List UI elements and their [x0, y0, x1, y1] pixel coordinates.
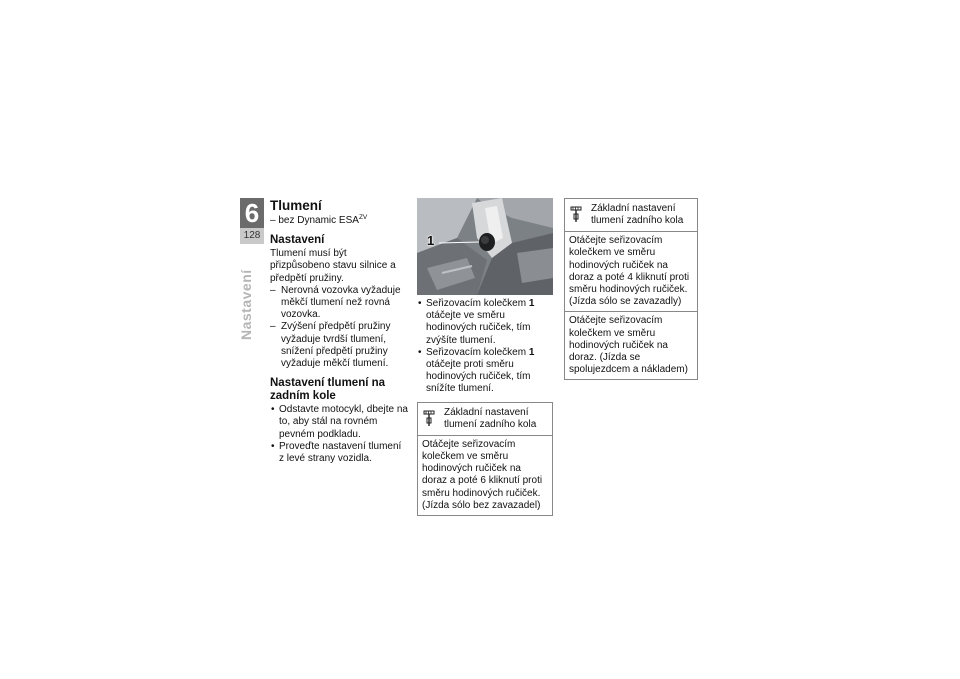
adjust-tool-icon	[569, 203, 587, 228]
step-text: Seřizovacím kolečkem	[426, 298, 529, 309]
subtitle-text: – bez Dynamic ESA	[270, 215, 359, 226]
info-box-body: Otáčejte seřizovacím kolečkem ve směru hodinových ručiček na doraz a poté 4 kliknutí proti směru hodinových ručiček. (Jízda sólo se zavazadly)	[565, 231, 697, 311]
bullet-item: • Odstavte motocykl, dbejte na to, aby stál na rovném pevném podkladu.	[270, 404, 408, 441]
chapter-side-label: Nastavení	[238, 269, 254, 340]
settings-dash-list	[270, 285, 408, 370]
info-box-body: Otáčejte seřizovacím kolečkem ve směru hodinových ručiček na doraz. (Jízda se spolujezdcem a nákladem)	[565, 311, 697, 379]
chapter-number: 6	[240, 198, 264, 228]
basic-setting-box	[564, 198, 698, 380]
photo-label-1: 1	[427, 233, 435, 248]
column-left	[270, 198, 408, 465]
step-text: otáčejte ve směru hodinových ručiček, tím zvýšíte tlumení.	[426, 310, 531, 346]
subtitle-superscript: ZV	[358, 214, 368, 221]
section-title: Tlumení	[270, 198, 322, 213]
settings-paragraph: Tlumení musí být přizpůsobeno stavu silnice a předpětí pružiny.	[270, 248, 396, 284]
bullet-item	[417, 347, 553, 396]
step-reference: 1	[528, 346, 535, 358]
heading-settings: Nastavení	[270, 234, 325, 247]
column-right	[564, 198, 698, 380]
column-middle	[417, 198, 553, 516]
adjuster-steps	[417, 298, 553, 396]
section-subtitle	[270, 215, 408, 227]
dash-item: – Zvýšení předpětí pružiny vyžaduje tvrdší tlumení, snížení předpětí pružiny vyžaduje měkčí tlumení.	[270, 321, 408, 370]
step-text: otáčejte proti směru hodinových ručiček, tím snížíte tlumení.	[426, 359, 531, 395]
heading-rear-damping: Nastavení tlumení na zadním kole	[270, 377, 386, 403]
rear-shock-photo	[417, 198, 553, 295]
info-box-header	[418, 403, 552, 435]
adjust-tool-icon	[422, 407, 440, 432]
basic-setting-box	[417, 402, 553, 516]
rear-damping-steps	[270, 404, 408, 465]
info-box-heading: Základní nastavení tlumení zadního kola	[444, 406, 537, 430]
page-number: 128	[240, 228, 264, 244]
bullet-item: • Proveďte nastavení tlumení z levé strany vozidla.	[270, 441, 408, 465]
step-reference: 1	[528, 298, 535, 309]
dash-item: – Nerovná vozovka vyžaduje měkčí tlumení než rovná vozovka.	[270, 285, 408, 322]
chapter-tab	[240, 198, 264, 244]
info-box-heading: Základní nastavení tlumení zadního kola	[591, 203, 684, 227]
info-box-header	[565, 199, 697, 231]
step-text: Seřizovacím kolečkem	[426, 346, 529, 358]
bullet-item	[417, 298, 553, 347]
info-box-body: Otáčejte seřizovacím kolečkem ve směru hodinových ručiček na doraz a poté 6 kliknutí proti směru hodinových ručiček. (Jízda sólo bez zavazadel)	[418, 435, 552, 515]
